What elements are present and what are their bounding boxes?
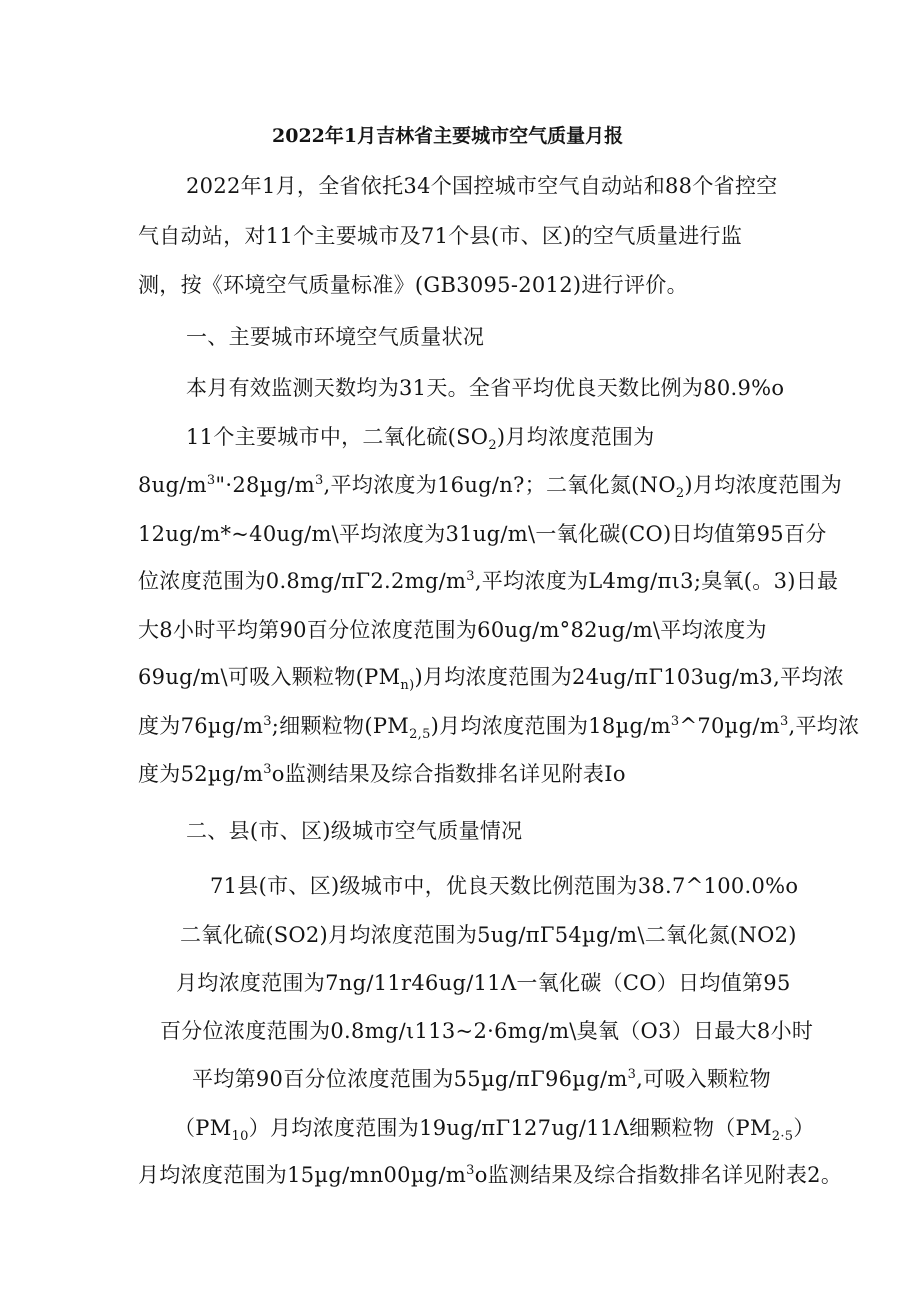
section2-line-2: 二氧化硫(SO2)月均浓度范围为5ug∕πΓ54µg∕m\二氧化氮(NO2) xyxy=(180,923,797,947)
superscript: 3 xyxy=(466,569,475,584)
text-span: ;细颗粒物(PM xyxy=(271,714,410,738)
section1-line-6 xyxy=(138,662,844,692)
document-title: 2022年1月吉林省主要城市空气质量月报 xyxy=(272,125,624,147)
section1-line-8 xyxy=(138,759,626,789)
section2-line-6 xyxy=(174,1113,815,1143)
text-span: ,平均浓 xyxy=(788,714,860,738)
superscript: 3 xyxy=(314,473,324,488)
section2-line-5 xyxy=(192,1064,771,1094)
text-span: ）月均浓度范围为19ug∕πΓ127ug∕11Λ细颗粒物（PM xyxy=(248,1116,772,1140)
superscript: 3 xyxy=(670,714,680,729)
intro-line-2: 气自动站，对11个主要城市及71个县(市、区)的空气质量进行监 xyxy=(138,224,743,248)
intro-line-3: 测，按《环境空气质量标准》(GB3095-2012)进行评价。 xyxy=(138,273,688,297)
subscript: 2 xyxy=(675,486,685,502)
section2-line-3: 月均浓度范围为7ng∕11r46ug∕11Λ一氧化碳（CO）日均值第95 xyxy=(176,971,791,995)
text-span: 位浓度范围为0.8mg∕πΓ2.2mg∕m xyxy=(138,569,467,593)
superscript: 3 xyxy=(206,473,216,488)
text-span: )月均浓度范围为 xyxy=(684,473,843,497)
text-span: 69ug∕m\可吸入颗粒物(PM xyxy=(138,665,401,689)
text-span: o监测结果及综合指数排名详见附表Io xyxy=(271,762,626,786)
text-span: o监测结果及综合指数排名详见附表2。 xyxy=(474,1163,843,1187)
text-span: ） xyxy=(793,1116,815,1140)
superscript: 3 xyxy=(627,1067,637,1082)
superscript: 3 xyxy=(263,714,272,729)
text-span: 度为76µg∕m xyxy=(138,714,264,738)
section1-line-2 xyxy=(138,470,842,500)
subscript: 2·5 xyxy=(771,1129,794,1145)
section2-line-1: 71县(市、区)级城市中，优良天数比例范围为38.7^100.0%o xyxy=(210,874,799,898)
text-span: )月均浓度范围为 xyxy=(496,425,655,449)
text-span: ^70µg∕m xyxy=(679,714,780,738)
intro-line-1: 2022年1月，全省依托34个国控城市空气自动站和88个省控空 xyxy=(186,174,778,198)
text-span: "·28µg∕m xyxy=(215,473,315,497)
text-span: 8ug∕m xyxy=(138,473,207,497)
section1-paragraph-1: 本月有效监测天数均为31天。全省平均优良天数比例为80.9%o xyxy=(186,376,785,400)
superscript: 3 xyxy=(466,1163,475,1178)
section2-heading: 二、县(市、区)级城市空气质量情况 xyxy=(186,819,523,843)
text-span: ,平均浓度为L4mg∕πι3;臭氧(。3)日最 xyxy=(474,569,839,593)
subscript: 2,5 xyxy=(409,727,431,743)
text-span: )月均浓度范围为18µg∕m xyxy=(430,714,671,738)
text-span: 11个主要城市中，二氧化硫(SO xyxy=(186,425,489,449)
superscript: 3 xyxy=(263,762,272,777)
section1-line-7 xyxy=(138,711,859,741)
text-span: 平均第90百分位浓度范围为55µg∕πΓ96µg∕m xyxy=(192,1067,628,1091)
text-span: )月均浓度范围为24ug∕πΓ103ug∕m3,平均浓 xyxy=(414,665,844,689)
section1-line-5: 大8小时平均第90百分位浓度范围为60ug∕m°82ug∕m\平均浓度为 xyxy=(138,618,767,642)
section1-line-4 xyxy=(138,566,838,596)
text-span: （PM xyxy=(174,1116,232,1140)
subscript: 2 xyxy=(488,438,497,454)
text-span: 月均浓度范围为15µg∕mn00µg∕m xyxy=(138,1163,467,1187)
text-span: ,可吸入颗粒物 xyxy=(636,1067,771,1091)
section1-line-1 xyxy=(186,422,655,452)
text-span: 度为52µg∕m xyxy=(138,762,264,786)
section1-heading: 一、主要城市环境空气质量状况 xyxy=(186,325,485,349)
section2-line-4: 百分位浓度范围为0.8mg∕ι113~2·6mg∕m\臭氧（O3）日最大8小时 xyxy=(160,1019,814,1043)
subscript: 10 xyxy=(231,1129,249,1145)
section1-line-3: 12ug∕m*~40ug∕m\平均浓度为31ug∕m\一氧化碳(CO)日均值第95百分 xyxy=(138,522,827,546)
subscript: n) xyxy=(400,678,415,694)
superscript: 3 xyxy=(779,714,789,729)
section2-line-7 xyxy=(138,1160,842,1190)
text-span: ,平均浓度为16ug∕n?；二氧化氮(NO xyxy=(323,473,676,497)
